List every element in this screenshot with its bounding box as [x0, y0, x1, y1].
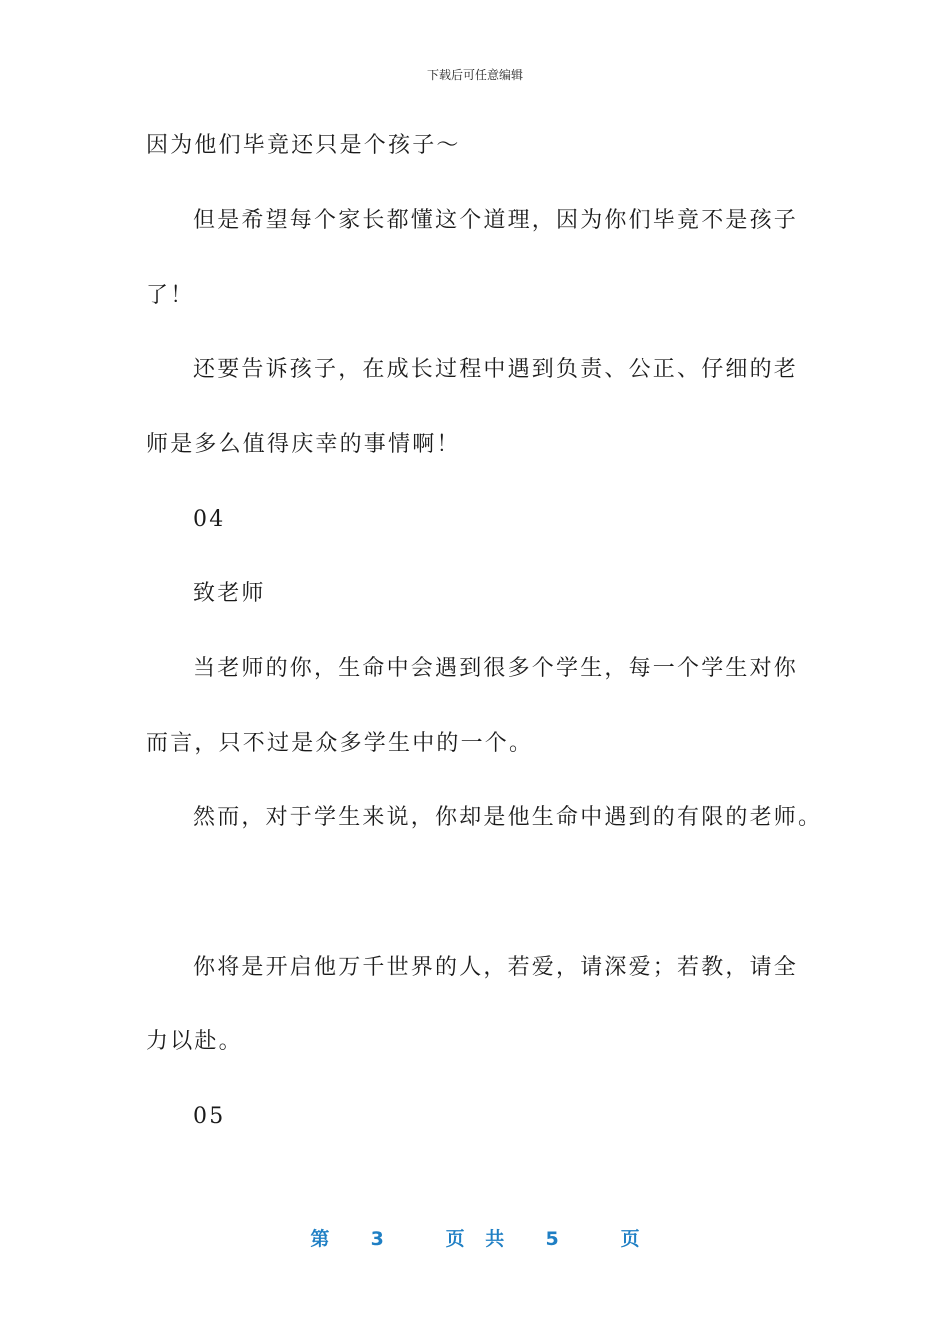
section-number: 05 [193, 1104, 226, 1129]
paragraph-line: 还要告诉孩子，在成长过程中遇到负责、公正、仔细的老 [193, 357, 799, 382]
paragraph-line: 然而，对于学生来说，你却是他生命中遇到的有限的老师。 [193, 805, 823, 830]
text-line: 而言，只不过是众多学生中的一个。 [146, 731, 534, 756]
section-number: 04 [193, 507, 226, 532]
paragraph-line: 你将是开启他万千世界的人，若爱，请深爱；若教，请全 [193, 955, 799, 980]
paragraph-line: 当老师的你，生命中会遇到很多个学生，每一个学生对你 [193, 656, 799, 681]
text-line: 力以赴。 [146, 1029, 243, 1054]
text-line: 师是多么值得庆幸的事情啊！ [146, 432, 461, 457]
text-line: 了！ [146, 283, 195, 308]
paragraph-line: 但是希望每个家长都懂这个道理，因为你们毕竟不是孩子 [193, 208, 799, 233]
section-heading: 致老师 [193, 581, 266, 606]
text-line: 因为他们毕竟还只是个孩子～ [146, 133, 461, 158]
page-footer: 第 3 页 共 5 页 [310, 1228, 640, 1250]
page-header: 下载后可任意编辑 [426, 68, 523, 82]
